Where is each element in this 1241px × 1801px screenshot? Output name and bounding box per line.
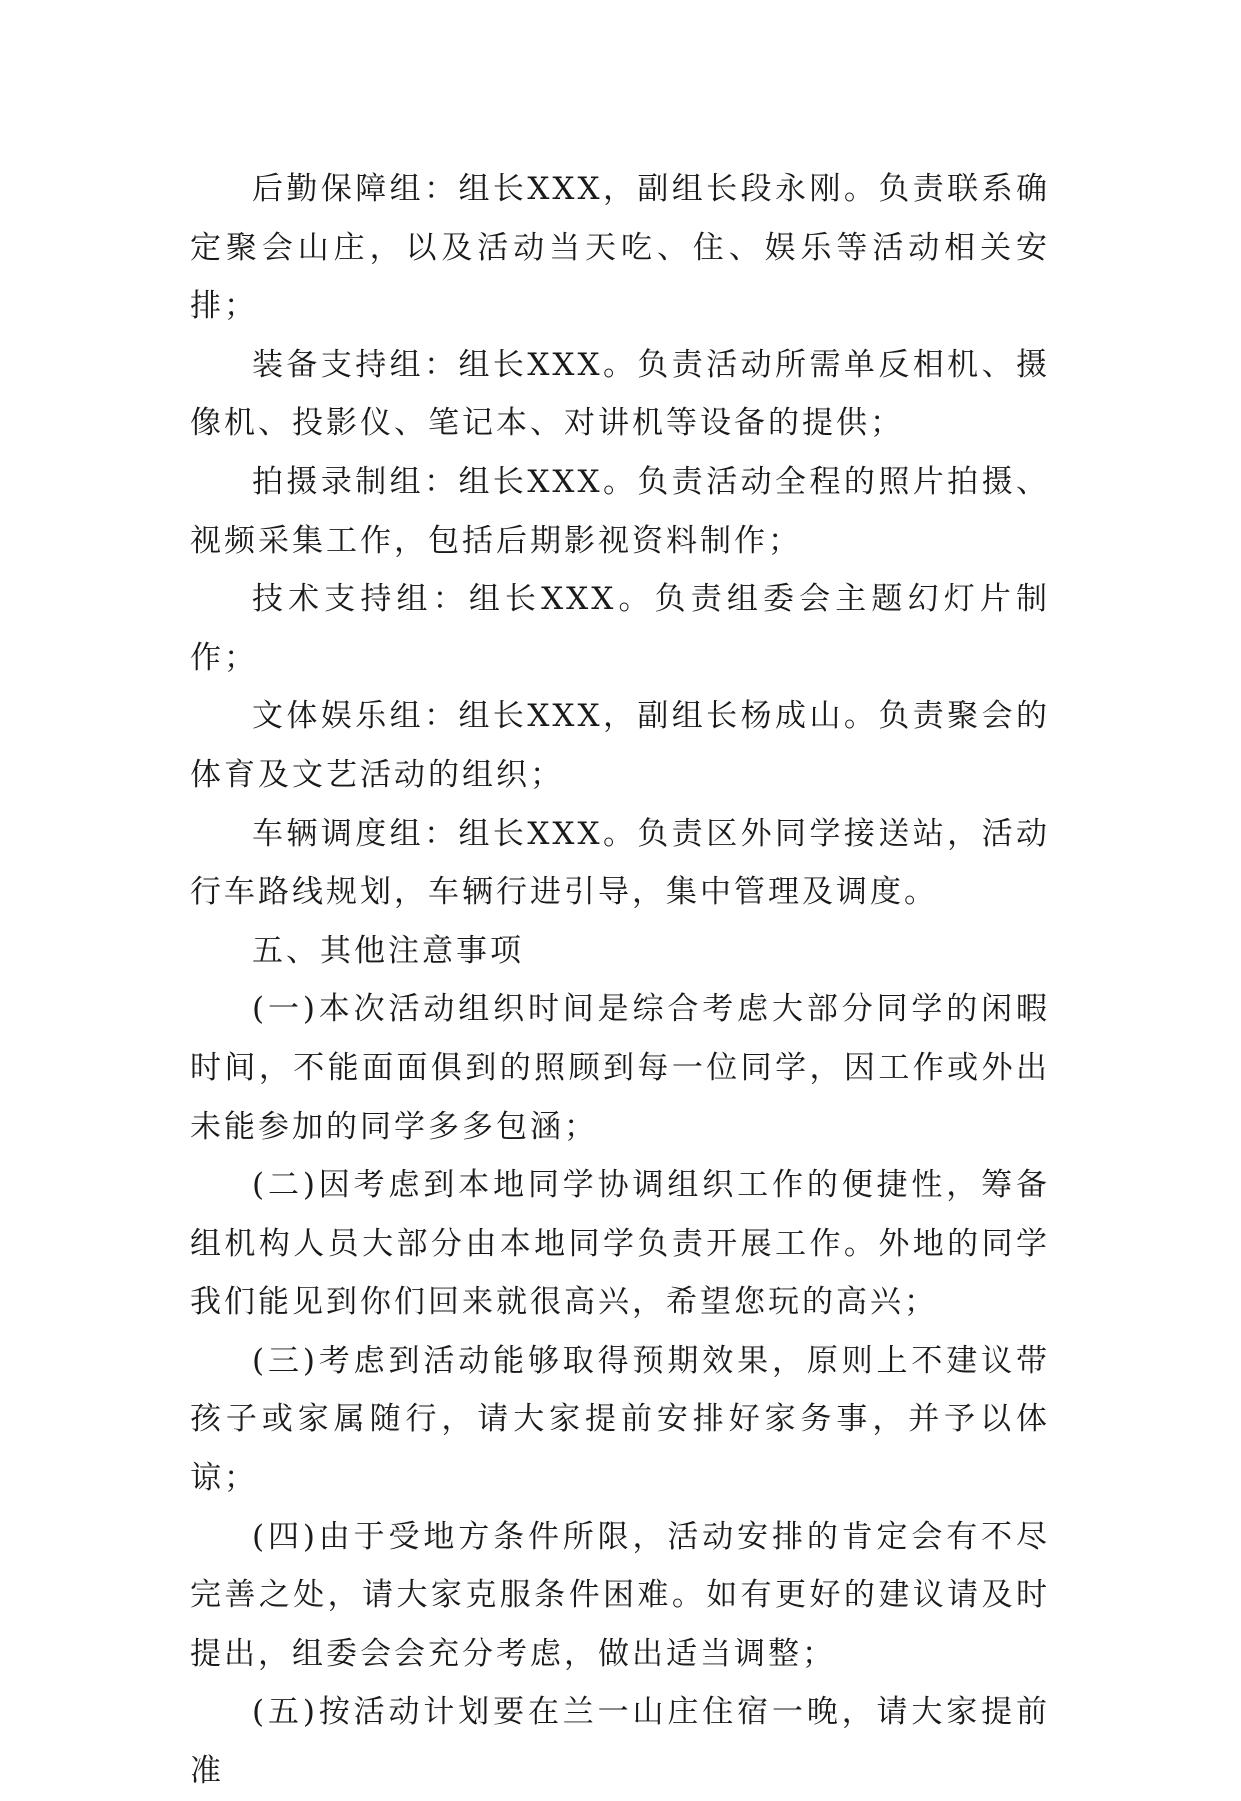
paragraph-entertainment-group: 文体娱乐组：组长XXX，副组长杨成山。负责聚会的体育及文艺活动的组织； <box>190 698 1050 793</box>
paragraph-note-3: (三)考虑到活动能够取得预期效果，原则上不建议带孩子或家属随行，请大家提前安排好家务事，并予以体谅； <box>190 1342 1050 1497</box>
paragraph-note-1: (一)本次活动组织时间是综合考虑大部分同学的闲暇时间，不能面面俱到的照顾到每一位同学，因工作或外出未能参加的同学多多包涵； <box>190 991 1050 1145</box>
section-heading-notes: 五、其他注意事项 <box>252 932 524 969</box>
document-body <box>190 160 1050 1801</box>
paragraph-vehicle-group: 车辆调度组：组长XXX。负责区外同学接送站，活动行车路线规划，车辆行进引导，集中管理及调度。 <box>190 815 1050 911</box>
paragraph-note-5: (五)按活动计划要在兰一山庄住宿一晚，请大家提前准 <box>190 1694 1050 1790</box>
paragraph-equipment-group: 装备支持组：组长XXX。负责活动所需单反相机、摄像机、投影仪、笔记本、对讲机等设备的提供； <box>190 346 1050 442</box>
paragraph-tech-support-group: 技术支持组：组长XXX。负责组委会主题幻灯片制作； <box>190 581 1050 676</box>
paragraph-note-4: (四)由于受地方条件所限，活动安排的肯定会有不尽完善之处，请大家克服条件困难。如有更好的建议请及时提出，组委会会充分考虑，做出适当调整； <box>190 1518 1050 1672</box>
paragraph-note-2: (二)因考虑到本地同学协调组织工作的便捷性，筹备组机构人员大部分由本地同学负责开展工作。外地的同学我们能见到你们回来就很高兴，希望您玩的高兴； <box>190 1167 1050 1321</box>
paragraph-recording-group: 拍摄录制组：组长XXX。负责活动全程的照片拍摄、视频采集工作，包括后期影视资料制作； <box>190 463 1050 559</box>
paragraph-logistics-group: 后勤保障组：组长XXX，副组长段永刚。负责联系确定聚会山庄，以及活动当天吃、住、娱乐等活动相关安排； <box>190 171 1050 325</box>
